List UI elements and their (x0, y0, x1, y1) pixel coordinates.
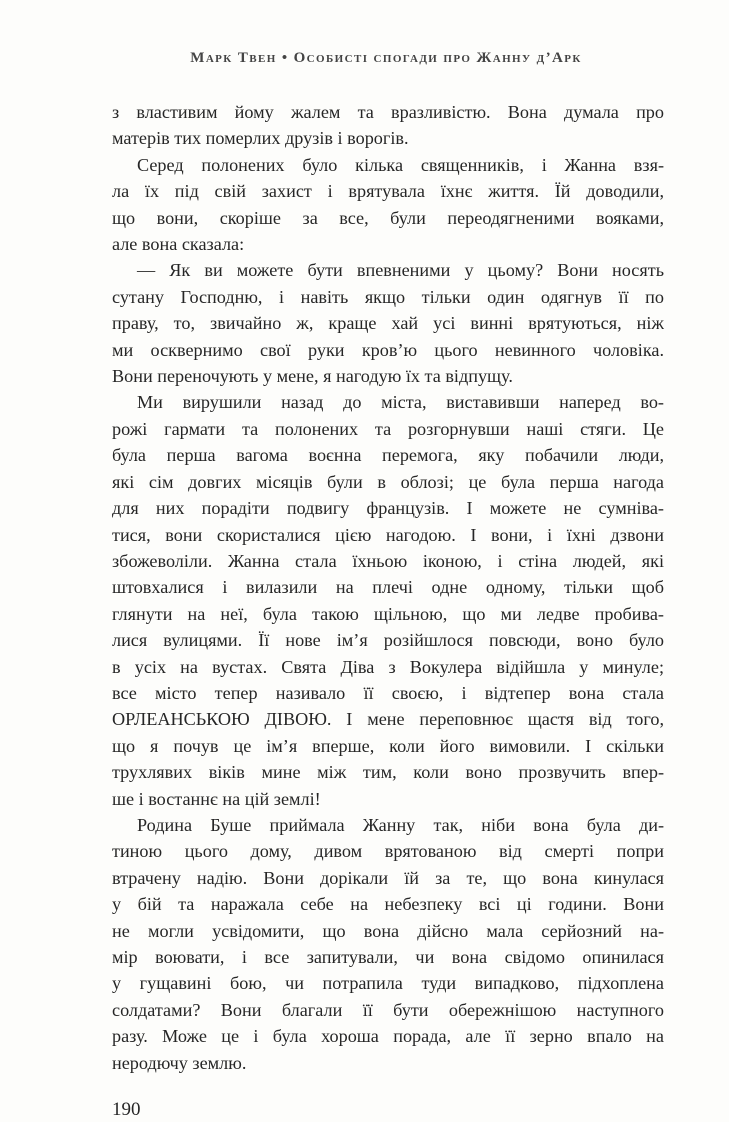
text-line: солдатами? Вони благали її бути обережнішою наступного (112, 999, 664, 1020)
text-line: у гущавині бою, чи потрапила туди випадково, підхоплена (112, 973, 664, 994)
text-line: — Як ви можете бути впевненими у цьому? Вони носять (137, 260, 664, 281)
text-line: для них порадіти подвигу французів. І можете не сумніва- (112, 498, 664, 519)
text-line: лися вулицями. Її нове ім’я розійшлося повсюди, воно було (112, 630, 664, 651)
text-line: мір воювати, і все запитували, чи вона свідомо опинилася (112, 947, 664, 967)
text-line: рожі гармати та полонених та розгорнувши наші стяги. Це (112, 418, 664, 439)
text-line: матерів тих померлих друзів і ворогів. (112, 128, 409, 149)
text-line: сутану Господню, і навіть якщо тільки один одягнув її по (112, 286, 664, 307)
text-line: трухлявих віків мине між тим, коли воно прозвучить впер- (112, 762, 664, 783)
text-line: Серед полонених було кілька священників, і Жанна взя- (137, 154, 664, 175)
text-line: неродючу землю. (112, 1052, 247, 1073)
paragraph (112, 152, 664, 258)
text-line: ОРЛЕАНСЬКОЮ ДІВОЮ. І мене переповнює щастя від того, (112, 709, 664, 730)
text-line: Родина Буше приймала Жанну так, ніби вона була ди- (137, 814, 664, 835)
text-line: ми осквернимо свої руки кров’ю цього невинного чоловіка. (112, 339, 664, 360)
text-line: штовхалися і вилазили на плечі одне одному, тільки щоб (112, 577, 664, 598)
text-line: що вони, скоріше за все, були переодягненими вояками, (112, 207, 664, 228)
text-line: але вона сказала: (112, 234, 245, 255)
paragraph (112, 99, 664, 152)
text-line: праву, то, звичайно ж, краще хай усі винні врятуються, ніж (112, 313, 664, 334)
text-line: у бій та наражала себе на небезпеку всі ці години. Вони (112, 894, 664, 915)
paragraphs (112, 99, 664, 1076)
text-line: Ми вирушили назад до міста, виставивши наперед во- (137, 392, 664, 413)
text-line: тиною цього дому, дивом врятованою від смерті попри (112, 841, 664, 862)
paragraph (112, 389, 664, 812)
text-line: була перша вагома воєнна перемога, яку побачили люди, (112, 445, 664, 466)
text-line: втрачену надію. Вони дорікали їй за те, що вона кинулася (112, 867, 664, 888)
text-line: Вони переночують у мене, я нагодую їх та відпущу. (112, 366, 513, 387)
text-line: ла їх під свій захист і врятувала їхнє життя. Їй доводили, (112, 181, 664, 202)
paragraph (112, 812, 664, 1076)
text-line: в усіх на вустах. Свята Діва з Вокулера відійшла у минуле; (112, 656, 664, 677)
text-line: збожеволіли. Жанна стала їхньою іконою, і стіна людей, які (112, 550, 664, 571)
text-line: все місто тепер називало її своєю, і відтепер вона стала (112, 682, 664, 703)
page-number: 190 (112, 1099, 141, 1121)
text-line: які сім довгих місяців були в облозі; це була перша нагода (112, 471, 664, 492)
text-line: разу. Може це і була хороша порада, але її зерно впало на (112, 1026, 664, 1047)
page-body (112, 99, 664, 1122)
paragraph (112, 257, 664, 389)
text-line: з властивим йому жалем та вразливістю. Вона думала про (112, 102, 664, 122)
text-line: що я почув це ім’я вперше, коли його вимовили. І скільки (112, 735, 664, 756)
text-line: тися, вони скористалися цією нагодою. І вони, і їхні дзвони (112, 524, 664, 545)
text-line: глянути на неї, була такою щільною, що ми ледве пробива- (112, 603, 664, 624)
text-line: ше і востаннє на цій землі! (112, 788, 321, 809)
running-header: Марк Твен • Особисті спогади про Жанну д’Арк (190, 50, 582, 66)
text-line: не могли усвідомити, що вона дійсно мала серйозний на- (112, 920, 664, 941)
